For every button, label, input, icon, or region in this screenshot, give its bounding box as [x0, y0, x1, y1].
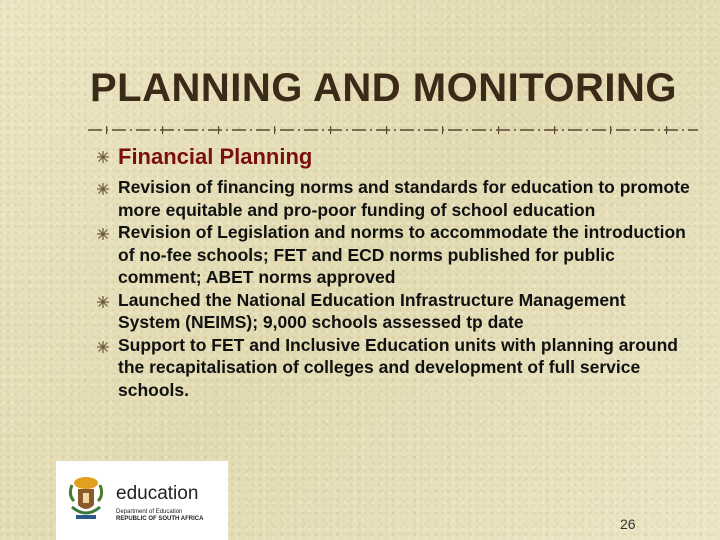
section-heading: Financial Planning	[118, 144, 313, 169]
logo-department: Department of Education	[116, 509, 183, 515]
title-divider	[88, 122, 698, 138]
logo-wordmark: education	[116, 483, 199, 504]
ornament-bullet-icon	[96, 150, 110, 164]
logo-republic: REPUBLIC OF SOUTH AFRICA	[116, 516, 204, 522]
page-title: PLANNING AND MONITORING	[90, 66, 678, 110]
bullet-text: Launched the National Education Infrastructure Management System (NEIMS); 9,000 schools assessed tp date	[118, 289, 626, 332]
ornament-bullet-icon	[96, 227, 110, 241]
list-item	[92, 221, 692, 289]
bullet-text: Support to FET and Inclusive Education units with planning around the recapitalisation of colleges and development of full service schools.	[118, 334, 678, 400]
bullet-text: Revision of financing norms and standards for education to promote more equitable and pro-poor funding of school education	[118, 177, 690, 220]
ornament-bullet-icon	[96, 295, 110, 309]
ornament-bullet-icon	[96, 182, 110, 196]
page-number: 26	[620, 516, 636, 532]
education-logo	[56, 461, 228, 540]
list-item	[92, 334, 692, 402]
bullet-list	[92, 144, 692, 401]
list-item	[92, 289, 692, 334]
coat-of-arms-icon	[64, 473, 108, 523]
bullet-text: Revision of Legislation and norms to accommodate the introduction of no-fee schools; FET and ECD norms published for public comment; ABET norms approved	[118, 222, 686, 287]
bullet-heading	[92, 144, 692, 170]
logo-subtitle	[116, 509, 203, 523]
ornament-bullet-icon	[96, 340, 110, 354]
list-item	[92, 176, 692, 221]
